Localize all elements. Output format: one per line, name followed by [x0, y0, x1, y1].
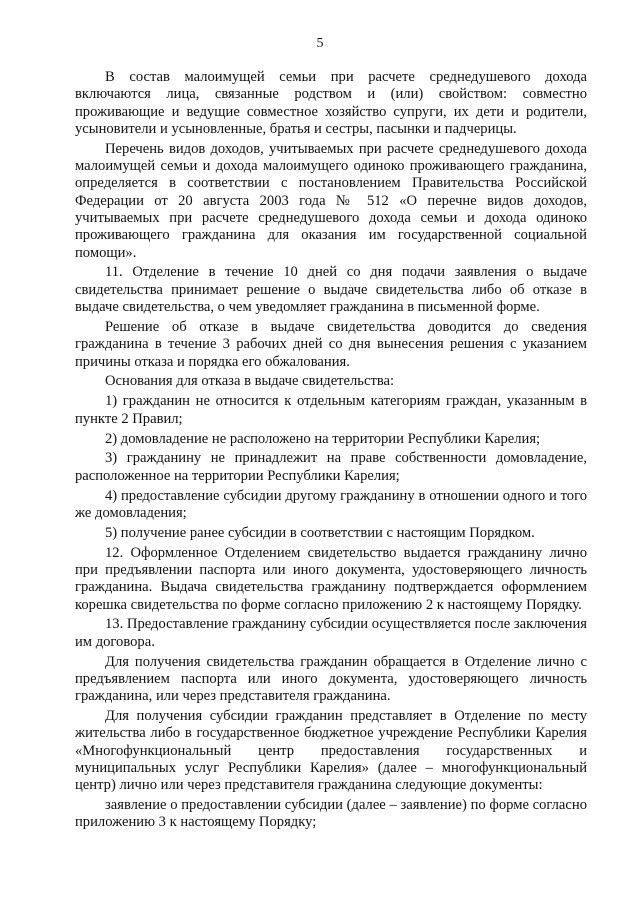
paragraph: Для получения свидетельства гражданин обращается в Отделение лично с предъявлением паспорта или иного документа, удостоверяющего личность гражданина, или через представителя гражданина.: [75, 653, 587, 705]
document-body: [75, 69, 587, 834]
page-number: 5: [316, 36, 324, 51]
paragraph: Решение об отказе в выдаче свидетельства доводится до сведения гражданина в течение 3 рабочих дней со дня вынесения решения с указанием причины отказа и порядка его обжалования.: [75, 318, 587, 370]
list-item: 4) предоставление субсидии другому гражданину в отношении одного и того же домовладения;: [75, 487, 587, 521]
paragraph: Основания для отказа в выдаче свидетельства:: [105, 373, 395, 390]
paragraph: 11. Отделение в течение 10 дней со дня подачи заявления о выдаче свидетельства принимает решение о выдаче свидетельства либо об отказе в выдаче свидетельства, о чем уведомляет гражданина в письменной форме.: [75, 264, 587, 316]
list-item: 3) гражданину не принадлежит на праве собственности домовладение, расположенное на территории Республики Карелия;: [75, 450, 587, 484]
paragraph: Перечень видов доходов, учитываемых при расчете среднедушевого дохода малоимущей семьи и дохода малоимущего одиноко проживающего гражданина, определяется в соответствии с постановлением Правительства Российской Федерации от 20 августа 2003 года № 512 «О перечне видов доходов, учитываемых при расчете среднедушевого дохода семьи и дохода одиноко проживающего гражданина для оказания им государственной социальной помощи».: [75, 140, 587, 261]
paragraph: 12. Оформленное Отделением свидетельство выдается гражданину лично при предъявлении паспорта или иного документа, удостоверяющего личность гражданина. Выдача свидетельства гражданину подтверждается оформлением корешка свидетельства по форме согласно приложению 2 к настоящему Порядку.: [75, 544, 587, 613]
list-item: 1) гражданин не относится к отдельным категориям граждан, указанным в пункте 2 Правил;: [75, 393, 587, 427]
paragraph: заявление о предоставлении субсидии (далее – заявление) по форме согласно приложению 3 к настоящему Порядку;: [75, 797, 587, 831]
paragraph: В состав малоимущей семьи при расчете среднедушевого дохода включаются лица, связанные родством и (или) свойством: совместно проживающие и ведущие совместное хозяйство супруги, их дети и родители, усыновители и усыновленные, братья и сестры, пасынки и падчерицы.: [75, 69, 587, 137]
paragraph: Для получения субсидии гражданин представляет в Отделение по месту жительства либо в государственное бюджетное учреждение Республики Карелия «Многофункциональный центр предоставления государственных и муниципальных услуг Республики Карелия» (далее – многофункциональный центр) лично или через представителя гражданина следующие документы:: [75, 708, 587, 794]
list-item: 2) домовладение не расположено на территории Республики Карелия;: [105, 430, 541, 447]
paragraph: 13. Предоставление гражданину субсидии осуществляется после заключения им договора.: [75, 616, 587, 650]
list-item: 5) получение ранее субсидии в соответствии с настоящим Порядком.: [105, 524, 535, 541]
